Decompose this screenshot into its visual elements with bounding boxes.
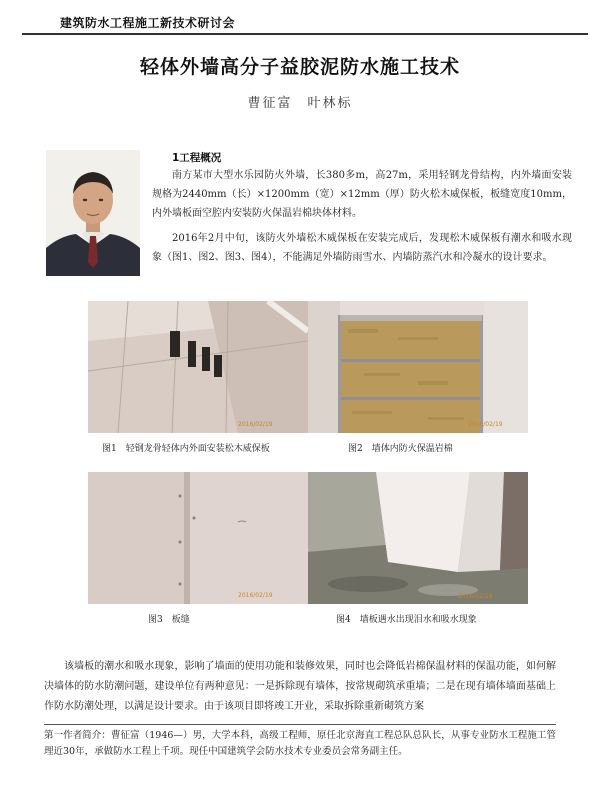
footnote-rule	[44, 724, 556, 725]
running-title: 建筑防水工程施工新技术研讨会	[60, 16, 236, 30]
section-heading: 1工程概况	[172, 152, 222, 164]
article-title: 轻体外墙高分子益胶泥防水施工技术	[139, 56, 460, 78]
figure-3-photo	[88, 472, 308, 604]
article-authors: 曹征富 叶林标	[247, 96, 353, 111]
body-paragraph-continued: 该墙板的潮水和吸水现象，影响了墙面的使用功能和装修效果，同时也会降低岩棉保温材料的保温功能，如何解决墙体的防水防潮问题，建设单位有两种意见：一是拆除现有墙体，按常规砌筑承重墙；二是在现有墙体墙面基础上作防水防潮处理，以满足设计要求。由于该项目即将竣工开业，采取拆除重新砌筑方案	[44, 661, 556, 712]
figure-3-caption: 图3 板缝	[148, 615, 190, 625]
figure-date-stamp: 2016/02/19	[238, 592, 273, 599]
figure-date-stamp: 2016/02/19	[238, 421, 273, 428]
author-portrait	[46, 150, 140, 276]
figure-date-stamp: 2016/02/19	[468, 421, 503, 428]
figure-2-photo	[308, 301, 528, 433]
author-footnote: 第一作者简介：曹征富（1946—）男，大学本科，高级工程师，原任北京海直工程总队总队长，从事专业防水工程施工管理近30年，承做防水工程上千项。现任中国建筑学会防水技术专业委员会常务副主任。	[44, 730, 556, 757]
running-header	[22, 6, 588, 36]
figure-1-photo	[88, 301, 308, 433]
header-rule	[22, 33, 588, 35]
figure-2-caption: 图2 墙体内防火保温岩棉	[348, 444, 453, 454]
body-paragraph: 2016年2月中旬，该防火外墙松木威保板在安装完成后，发现松木威保板有潮水和吸水现象（图1、图2、图3、图4），不能满足外墙防雨雪水、内墙防蒸汽水和冷凝水的设计要求。	[152, 233, 572, 263]
figure-4-caption: 图4 墙板遇水出现泪水和吸水现象	[336, 615, 477, 625]
figure-4-photo	[308, 472, 528, 604]
figure-date-stamp: 2016/02/19	[458, 593, 493, 600]
figure-1-caption: 图1 轻钢龙骨轻体内外面安装松木威保板	[102, 444, 270, 454]
body-paragraph: 南方某市大型水乐园防火外墙，长380多m，高27m，采用轻钢龙骨结构，内外墙面安装规格为2440mm（长）×1200mm（宽）×12mm（厚）防火松木威保板，板缝宽度10mm，内外墙板面空腔内安装防火保温岩棉块体材料。	[152, 170, 572, 219]
